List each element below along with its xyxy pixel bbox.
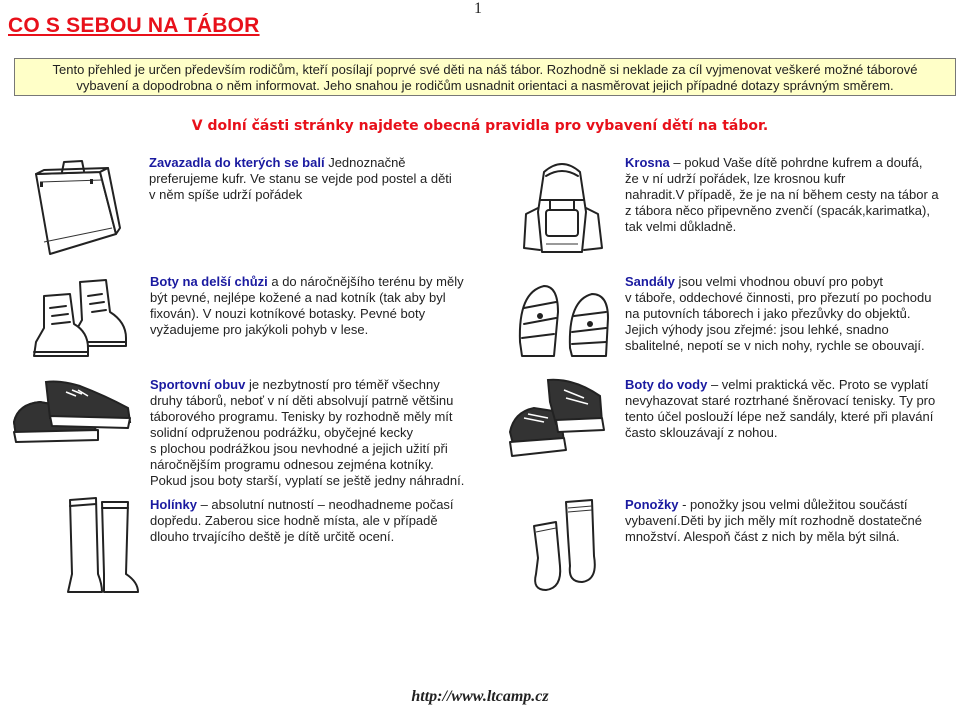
item-sport-text-2: druhy táborů, neboť v ní děti absolvují patrně většinu — [150, 393, 454, 408]
item-krosna-text-5: tak velmi důkladně. — [625, 219, 737, 234]
item-voda-text-2: nevyhazovat staré roztrhané šněrovací tenisky. Ty pro — [625, 393, 936, 408]
item-kufr-text-3: v něm spíše udrží pořádek — [149, 187, 303, 202]
item-sport-text-3: táborového programu. Tenisky by rozhodně měly mít — [150, 409, 453, 424]
intro-line-1: Tento přehled je určen především rodičům, kteří posílají poprvé své děti na náš tábor. Rozhodně si neklade za cíl vyjmenovat veškeré možné táborové — [52, 62, 918, 77]
item-sport-text-5: s plochou podrážkou jsou nevhodné a jejich užití při — [150, 441, 448, 456]
item-ponozky-text-3: množství. Alespoň část z nich by měla být silná. — [625, 529, 900, 544]
footer-url: http://www.ltcamp.cz — [411, 688, 549, 705]
sandals-image — [514, 272, 614, 362]
suitcase-image — [30, 152, 122, 262]
item-krosna-text-3: nahradit.V případě, že je na ní během cesty na tábor a — [625, 187, 939, 202]
backpack-image — [516, 152, 608, 262]
item-voda-text-3: tento účel poslouží lépe než sandály, které při plavání — [625, 409, 934, 424]
sport-shoes-image — [10, 378, 135, 458]
item-kufr-text-1: Jednoznačně — [324, 155, 406, 170]
item-kufr-text-2: preferujeme kufr. Ve stanu se vejde pod postel a děti — [149, 171, 452, 186]
item-voda-heading: Boty do vody — [625, 377, 708, 392]
item-sandaly — [625, 274, 931, 354]
intro-box — [14, 58, 956, 96]
item-krosna-text-4: z tábora něco připevněno zvenčí (spacák,karimatka), — [625, 203, 930, 218]
item-krosna-text-2: že v ní udrží pořádek, lze krosnou kufr — [625, 171, 846, 186]
item-sandaly-text-4: Jejich výhody jsou zřejmé: jsou lehké, snadno — [625, 322, 889, 337]
item-sport-text-1: je nezbytností pro téměř všechny — [245, 377, 440, 392]
item-holinky-heading: Holínky — [150, 497, 197, 512]
item-sandaly-text-1: jsou velmi vhodnou obuví pro pobyt — [674, 274, 883, 289]
item-boty-text-1: a do náročnějšího terénu by měly — [267, 274, 464, 289]
item-holinky-text-2: dopředu. Zaberou sice hodně místa, ale v případě — [150, 513, 438, 528]
page-number: 1 — [474, 0, 482, 17]
item-boty-text-2: být pevné, nejlépe kožené a nad kotník (tak aby byl — [150, 290, 446, 305]
item-boty-heading: Boty na delší chůzi — [150, 274, 268, 289]
item-sandaly-text-3: na putovních táborech i jako přezůvky do objektů. — [625, 306, 911, 321]
item-krosna-text-1: – pokud Vaše dítě pohrdne kufrem a doufá, — [669, 155, 923, 170]
item-ponozky-text-1: - ponožky jsou velmi důležitou součástí — [678, 497, 908, 512]
hiking-boots-image — [30, 272, 130, 362]
item-boty-text-3: fixován). V nouzi kotníkové botasky. Pevné boty — [150, 306, 426, 321]
socks-image — [526, 496, 606, 598]
item-sandaly-text-2: v táboře, oddechové činnosti, pro přezutí po pochodu — [625, 290, 932, 305]
item-holinky-text-1: – absolutní nutností – neodhadneme počasí — [196, 497, 454, 512]
item-holinky — [150, 497, 454, 545]
item-voda — [625, 377, 935, 441]
item-sandaly-heading: Sandály — [625, 274, 675, 289]
item-krosna — [625, 155, 939, 235]
item-ponozky-heading: Ponožky — [625, 497, 679, 512]
item-ponozky — [625, 497, 922, 545]
item-voda-text-1: – velmi praktická věc. Proto se vyplatí — [707, 377, 929, 392]
item-voda-text-4: často sklouzávají z nohou. — [625, 425, 778, 440]
item-ponozky-text-2: vybavení.Děti by jich měly mít rozhodně dostatečné — [625, 513, 922, 528]
item-sport-text-7: Pokud jsou boty starší, vyplatí se ještě jedny náhradní. — [150, 473, 465, 488]
rubber-boots-image — [62, 494, 142, 596]
intro-line-2: vybavení a dopodrobna o něm informovat. Jeho snahou je rodičům usnadnit orientaci a nasměrovat jejich případné dotazy správným směrem. — [76, 78, 894, 93]
item-boty-text-4: vyžadujeme pro jakýkoli pohyb v lese. — [150, 322, 369, 337]
item-sandaly-text-5: sbalitelné, nepotí se v nich nohy, rychle se obouvají. — [625, 338, 925, 353]
item-sport-heading: Sportovní obuv — [150, 377, 246, 392]
item-holinky-text-3: dlouho trvajícího deště je dítě určitě ocení. — [150, 529, 395, 544]
item-boty — [150, 274, 464, 338]
item-sport-text-6: náročnějším programu odnesou zejména kotníky. — [150, 457, 434, 472]
water-sneakers-image — [504, 372, 609, 462]
item-kufr-heading: Zavazadla do kterých se balí — [149, 155, 325, 170]
item-krosna-heading: Krosna — [625, 155, 670, 170]
item-kufr — [149, 155, 452, 203]
notice-text: V dolní části stránky najdete obecná pravidla pro vybavení dětí na tábor. — [191, 118, 769, 134]
item-sport-text-4: solidní odpruženou podrážku, obyčejné kecky — [150, 425, 414, 440]
item-sport — [150, 377, 464, 489]
page-title: CO S SEBOU NA TÁBOR — [8, 14, 260, 37]
